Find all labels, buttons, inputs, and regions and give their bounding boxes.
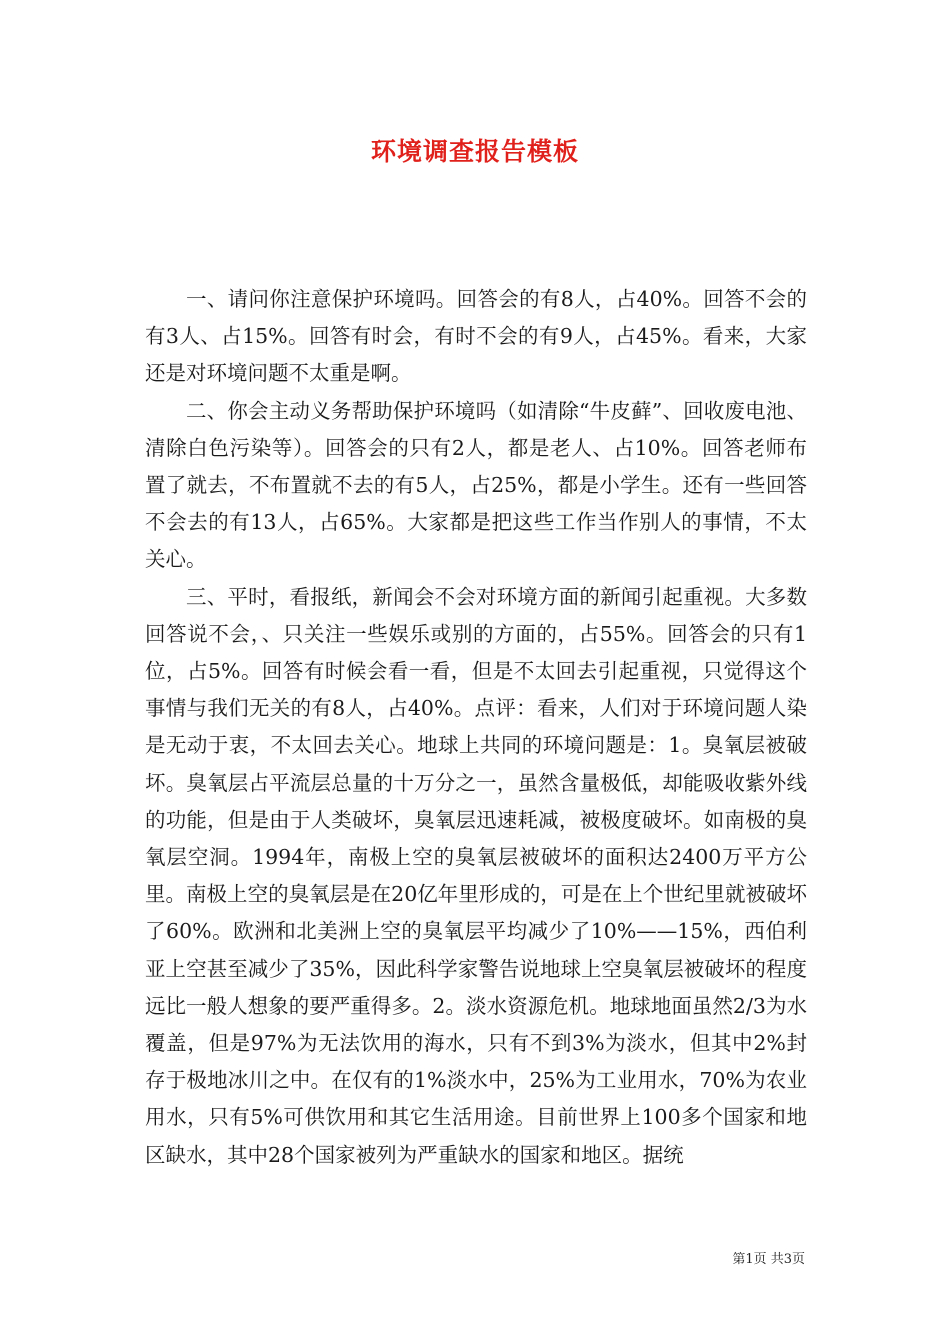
paragraph-1: 一、请问你注意保护环境吗。回答会的有8人，占40%。回答不会的有3人、占15%。回答有时会，有时不会的有9人，占45%。看来，大家还是对环境问题不太重是啊。 bbox=[145, 287, 807, 386]
page-title: 环境调查报告模板 bbox=[370, 137, 579, 166]
paragraph-2: 二、你会主动义务帮助保护环境吗（如清除“牛皮藓”、回收废电池、清除白色污染等）。回答会的只有2人，都是老人、占10%。回答老师布置了就去，不布置就不去的有5人，占25%，都是小学生。还有一些回答不会去的有13人，占65%。大家都是把这些工作当作别人的事情，不太关心。 bbox=[145, 398, 807, 572]
document-body bbox=[145, 281, 807, 1174]
page-number: 第1页 共3页 bbox=[732, 1252, 805, 1267]
paragraph-3: 三、平时，看报纸，新闻会不会对环境方面的新闻引起重视。大多数回答说不会，、只关注一些娱乐或别的方面的，占55%。回答会的只有1位，占5%。回答有时候会看一看，但是不太回去引起重视，只觉得这个事情与我们无关的有8人，占40%。点评：看来，人们对于环境问题人染是无动于衷，不太回去关心。地球上共同的环境问题是：1。臭氧层被破坏。臭氧层占平流层总量的十万分之一，虽然含量极低，却能吸收紫外线的功能，但是由于人类破坏，臭氧层迅速耗减，被极度破坏。如南极的臭氧层空洞。1994年，南极上空的臭氧层被破坏的面积达2400万平方公里。南极上空的臭氧层是在20亿年里形成的，可是在上个世纪里就被破坏了60%。欧洲和北美洲上空的臭氧层平均减少了10%——15%，西伯利亚上空甚至减少了35%，因此科学家警告说地球上空臭氧层被破坏的程度远比一般人想象的要严重得多。2。淡水资源危机。地球地面虽然2/3为水覆盖，但是97%为无法饮用的海水，只有不到3%为淡水，但其中2%封存于极地冰川之中。在仅有的1%淡水中，25%为工业用水，70%为农业用水，只有5%可供饮用和其它生活用途。目前世界上100多个国家和地区缺水，其中28个国家被列为严重缺水的国家和地区。据统 bbox=[145, 584, 807, 1167]
